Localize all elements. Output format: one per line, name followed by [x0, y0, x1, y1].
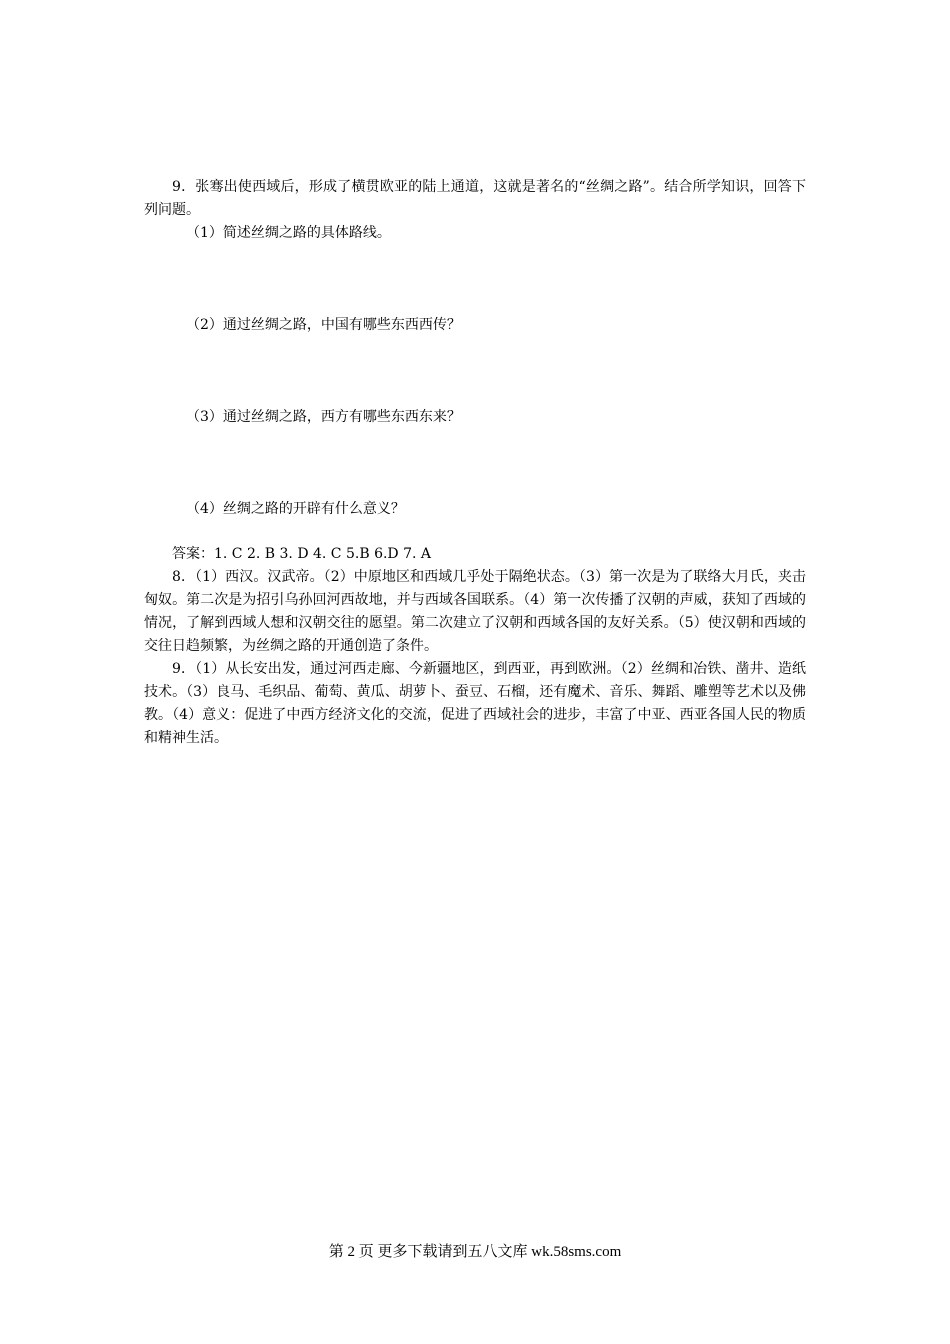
answer-space [144, 521, 806, 543]
question-9-intro: 9．张骞出使西域后，形成了横贯欧亚的陆上通道，这就是著名的“丝绸之路”。结合所学知识，回答下列问题。 [144, 179, 806, 218]
answer-space [144, 245, 806, 314]
question-9-sub-2: （2）通过丝绸之路，中国有哪些东西西传？ [186, 317, 461, 333]
answer-8: 8．（1）西汉。汉武帝。（2）中原地区和西域几乎处于隔绝状态。（3）第一次是为了联络大月氏，夹击匈奴。第二次是为招引乌孙回河西故地，并与西域各国联系。（4）第一次传播了汉朝的声威，获知了西域的情况，了解到西域人想和汉朝交往的愿望。第二次建立了汉朝和西域各国的友好关系。（5）使汉朝和西域的交往日趋频繁，为丝绸之路的开通创造了条件。 [144, 569, 806, 654]
question-9-sub-3: （3）通过丝绸之路，西方有哪些东西东来？ [186, 409, 461, 425]
question-9-sub-1: （1）简述丝绸之路的具体路线。 [186, 225, 391, 241]
page-footer: 第 2 页 更多下载请到五八文库 wk.58sms.com [328, 1244, 622, 1260]
answer-space [144, 429, 806, 498]
answer-9: 9．（1）从长安出发，通过河西走廊、今新疆地区，到西亚，再到欧洲。（2）丝绸和冶铁、凿井、造纸技术。（3）良马、毛织品、葡萄、黄瓜、胡萝卜、蚕豆、石榴，还有魔术、音乐、舞蹈、雕塑等艺术以及佛教。（4）意义：促进了中西方经济文化的交流，促进了西域社会的进步，丰富了中亚、西亚各国人民的物质和精神生活。 [144, 661, 806, 746]
question-9-sub-4: （4）丝绸之路的开辟有什么意义？ [186, 501, 405, 517]
document-body [144, 176, 806, 750]
answer-space [144, 337, 806, 406]
answer-key-choices: 答案：1. C 2. B 3. D 4. C 5.B 6.D 7. A [172, 546, 432, 562]
